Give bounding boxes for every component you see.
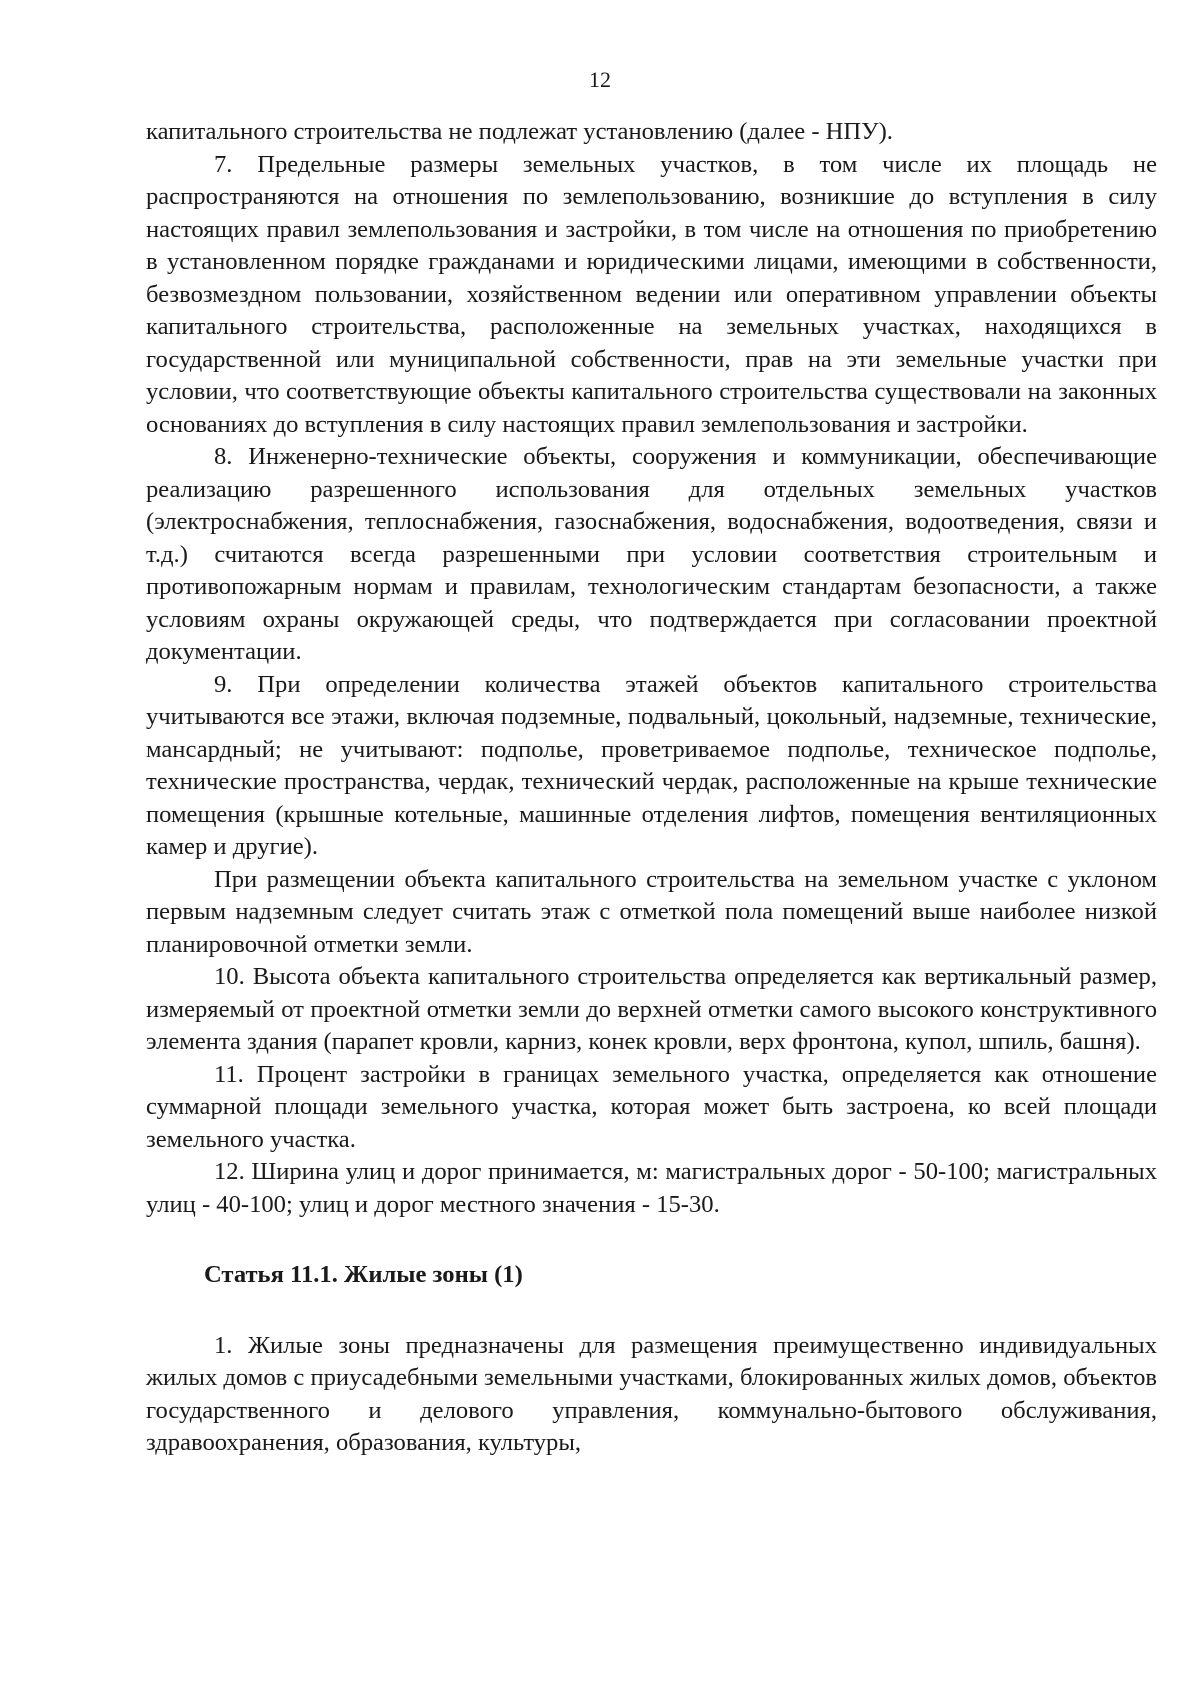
page-number: 12 [589, 67, 611, 92]
paragraph-continuation: капитального строительства не подлежат установлению (далее - НПУ). [146, 118, 893, 145]
article-heading: Статья 11.1. Жилые зоны (1) [204, 1261, 523, 1288]
paragraph-11: 11. Процент застройки в границах земельного участка, определяется как отношение суммарной площади земельного участка, которая может быть застроена, ко всей площади земельного участка. [146, 1060, 1157, 1153]
paragraph-10: 10. Высота объекта капитального строительства определяется как вертикальный размер, измеряемый от проектной отметки земли до верхней отметки самого высокого конструктивного элемента здания (парапет кровли, карниз, конек кровли, верх фронтона, купол, шпиль, башня). [146, 963, 1157, 1055]
paragraph-article-1: 1. Жилые зоны предназначены для размещения преимущественно индивидуальных жилых домов с приусадебными земельными участками, блокированных жилых домов, объектов государственного и делового управления, коммунально-бытового обслуживания, здравоохранения, образования, культуры, [146, 1331, 1157, 1456]
paragraph-9-note: При размещении объекта капитального строительства на земельном участке с уклоном первым надземным следует считать этаж с отметкой пола помещений выше наиболее низкой планировочной отметки земли. [146, 865, 1157, 958]
paragraph-9: 9. При определении количества этажей объектов капитального строительства учитываются все этажи, включая подземные, подвальный, цокольный, надземные, технические, мансардный; не учитывают: подполье, проветриваемое подполье, техническое подполье, технические пространства, чердак, технический чердак, расположенные на крыше технические помещения (крышные котельные, машинные отделения лифтов, помещения вентиляционных камер и другие). [146, 670, 1157, 860]
paragraph-7: 7. Предельные размеры земельных участков, в том числе их площадь не распространяются на отношения по землепользованию, возникшие до вступления в силу настоящих правил землепользования и застройки, в том числе на отношения по приобретению в установленном порядке гражданами и юридическими лицами, имеющими в собственности, безвозмездном пользовании, хозяйственном ведении или оперативном управлении объекты капитального строительства, расположенные на земельных участках, находящихся в государственной или муниципальной собственности, прав на эти земельные участки при условии, что соответствующие объекты капитального строительства существовали на законных основаниях до вступления в силу настоящих правил землепользования и застройки. [146, 150, 1157, 438]
paragraph-12: 12. Ширина улиц и дорог принимается, м: магистральных дорог - 50-100; магистральных улиц - 40-100; улиц и дорог местного значения - 15-30. [146, 1158, 1157, 1218]
document-body [146, 116, 1157, 1460]
paragraph-8: 8. Инженерно-технические объекты, сооружения и коммуникации, обеспечивающие реализацию разрешенного использования для отдельных земельных участков (электроснабжения, теплоснабжения, газоснабжения, водоснабжения, водоотведения, связи и т.д.) считаются всегда разрешенными при условии соответствия строительным и противопожарным нормам и правилам, технологическим стандартам безопасности, а также условиям охраны окружающей среды, что подтверждается при согласовании проектной документации. [146, 443, 1157, 665]
